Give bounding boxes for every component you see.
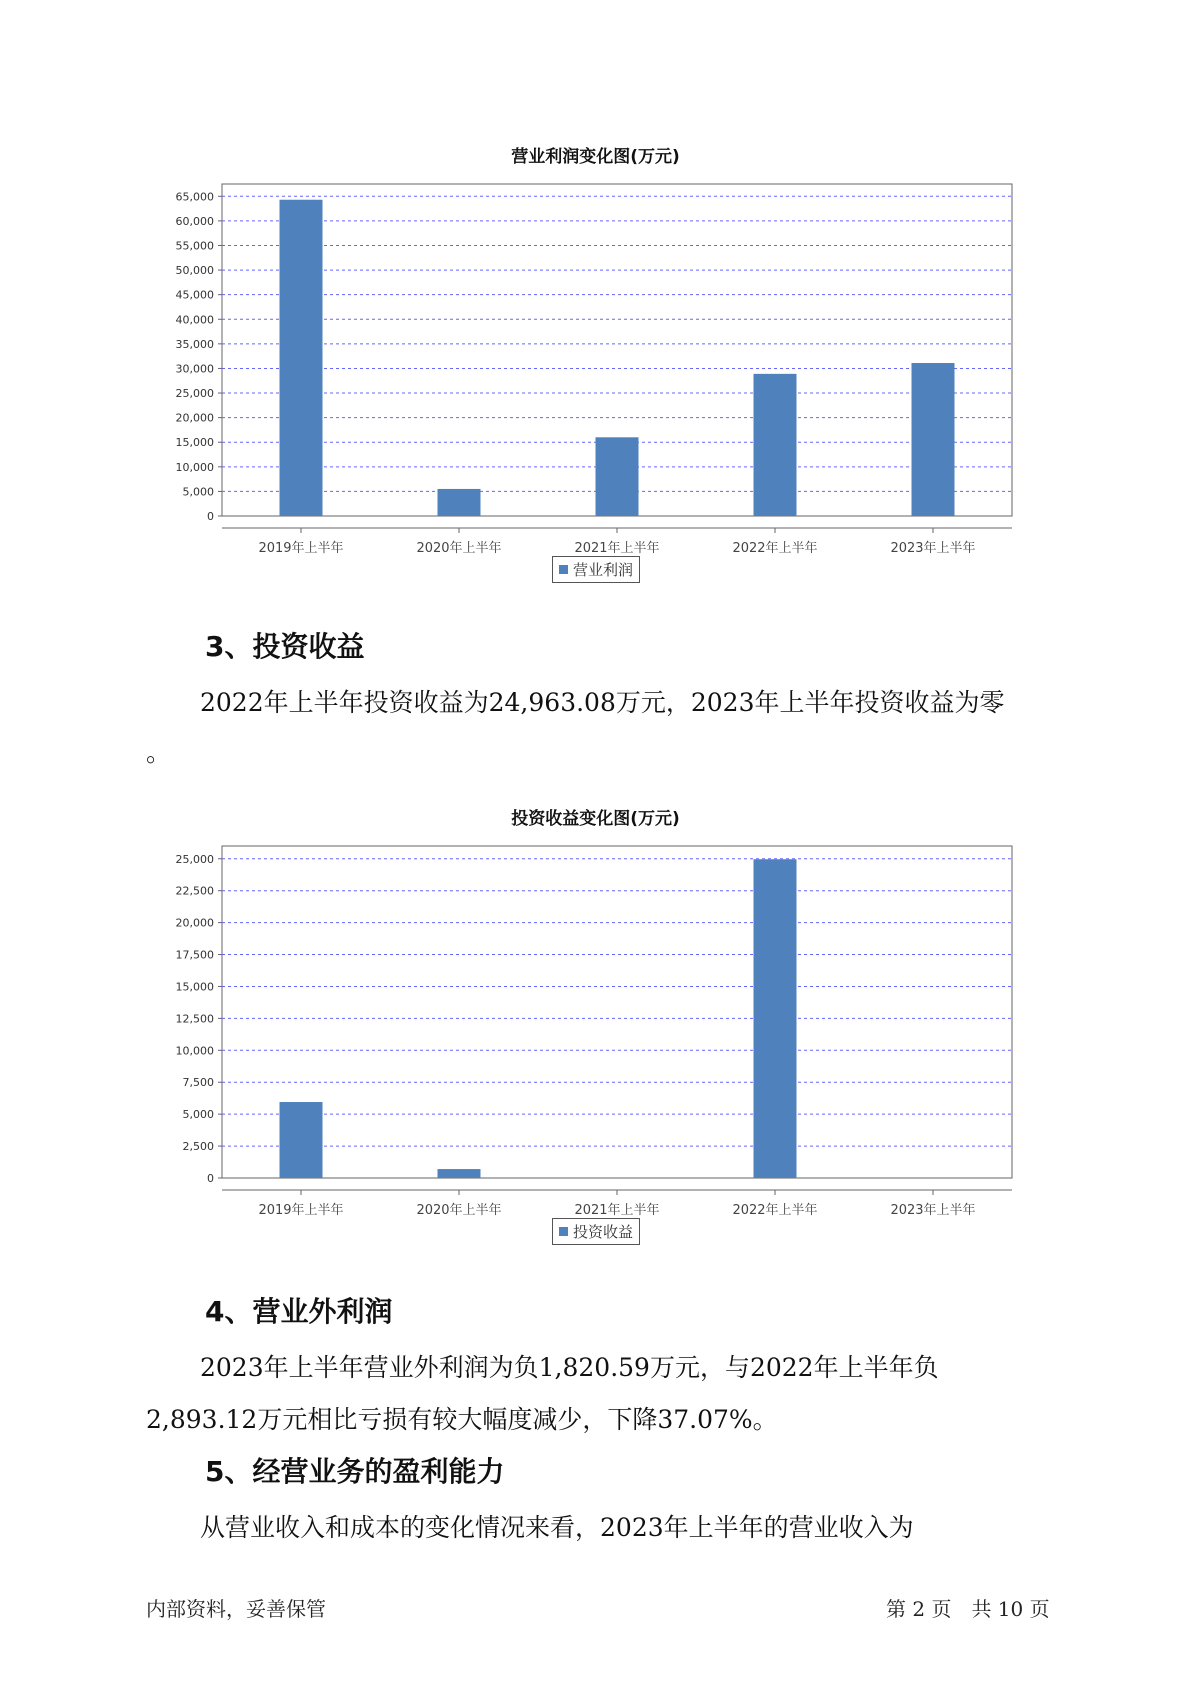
chart1-bar	[754, 374, 797, 516]
chart1-ytick-label: 0	[207, 510, 214, 523]
chart1-ytick-label: 5,000	[182, 485, 214, 499]
chart1-xtick-label: 2023年上半年	[890, 541, 976, 556]
chart1-ytick-label: 45,000	[175, 288, 214, 302]
section3-heading: 3、投资收益	[205, 630, 365, 663]
chart2-ytick-label: 10,000	[175, 1044, 214, 1058]
chart2-ytick-label: 7,500	[182, 1076, 214, 1090]
chart1-legend-label: 营业利润	[573, 561, 634, 579]
chart2-legend-label: 投资收益	[573, 1223, 634, 1241]
chart1-xtick-label: 2020年上半年	[416, 541, 502, 556]
footer-note: 内部资料，妥善保管	[146, 1597, 326, 1621]
section5-line1: 从营业收入和成本的变化情况来看，2023年上半年的营业收入为	[200, 1513, 914, 1542]
chart2-ytick-label: 12,500	[175, 1012, 214, 1026]
chart1-svg	[0, 160, 1191, 560]
chart2-svg	[0, 822, 1191, 1222]
chart2-ytick-label: 25,000	[175, 852, 214, 866]
chart1	[0, 160, 1191, 560]
chart1-ytick-label: 55,000	[175, 239, 214, 253]
chart2-xtick-label: 2023年上半年	[890, 1203, 976, 1218]
chart2-ytick-label: 5,000	[182, 1108, 214, 1122]
chart2-plot-area	[222, 846, 1012, 1178]
chart1-xtick-label: 2021年上半年	[574, 541, 660, 556]
chart1-xtick-label: 2019年上半年	[258, 541, 344, 556]
section3-line1: 2022年上半年投资收益为24,963.08万元，2023年上半年投资收益为零	[200, 688, 1005, 717]
section4-line1: 2023年上半年营业外利润为负1,820.59万元，与2022年上半年负	[200, 1353, 939, 1382]
chart1-ytick-label: 40,000	[175, 313, 214, 327]
chart1-bar	[280, 200, 323, 516]
chart1-xtick-label: 2022年上半年	[732, 541, 818, 556]
chart2-ytick-label: 15,000	[175, 980, 214, 994]
chart2-ytick-label: 17,500	[175, 948, 214, 962]
chart2-bar	[280, 1102, 323, 1178]
chart2-ytick-label: 20,000	[175, 916, 214, 930]
chart1-ytick-label: 15,000	[175, 436, 214, 450]
chart1-title: 营业利润变化图(万元)	[511, 147, 680, 167]
chart2-legend	[552, 1218, 640, 1245]
legend-swatch-icon	[559, 1227, 568, 1236]
chart2-xtick-label: 2022年上半年	[732, 1203, 818, 1218]
chart2-ytick-label: 0	[207, 1172, 214, 1185]
chart1-ytick-label: 50,000	[175, 264, 214, 278]
chart1-legend	[552, 556, 640, 583]
chart1-ytick-label: 20,000	[175, 411, 214, 425]
chart2-bar	[438, 1169, 481, 1178]
chart2-title: 投资收益变化图(万元)	[511, 809, 680, 829]
chart2-xtick-label: 2019年上半年	[258, 1203, 344, 1218]
chart1-ytick-label: 35,000	[175, 337, 214, 351]
chart2	[0, 822, 1191, 1222]
page-number: 第 2 页 共 10 页	[886, 1597, 1050, 1621]
chart1-ytick-label: 25,000	[175, 387, 214, 401]
section4-heading: 4、营业外利润	[205, 1295, 393, 1328]
chart2-ytick-label: 2,500	[182, 1140, 214, 1154]
chart1-ytick-label: 30,000	[175, 362, 214, 376]
chart2-ytick-label: 22,500	[175, 884, 214, 898]
chart1-bar	[438, 489, 481, 516]
chart1-ytick-label: 60,000	[175, 214, 214, 228]
chart2-xtick-label: 2021年上半年	[574, 1203, 660, 1218]
chart1-bar	[596, 437, 639, 516]
legend-swatch-icon	[559, 565, 568, 574]
chart2-xtick-label: 2020年上半年	[416, 1203, 502, 1218]
chart1-ytick-label: 10,000	[175, 460, 214, 474]
chart1-bar	[912, 363, 955, 516]
chart2-bar	[754, 859, 797, 1178]
section3-line2: 。	[146, 738, 172, 767]
chart1-ytick-label: 65,000	[175, 190, 214, 204]
section5-heading: 5、经营业务的盈利能力	[205, 1455, 505, 1488]
section4-line2: 2,893.12万元相比亏损有较大幅度减少，下降37.07%。	[146, 1405, 778, 1434]
